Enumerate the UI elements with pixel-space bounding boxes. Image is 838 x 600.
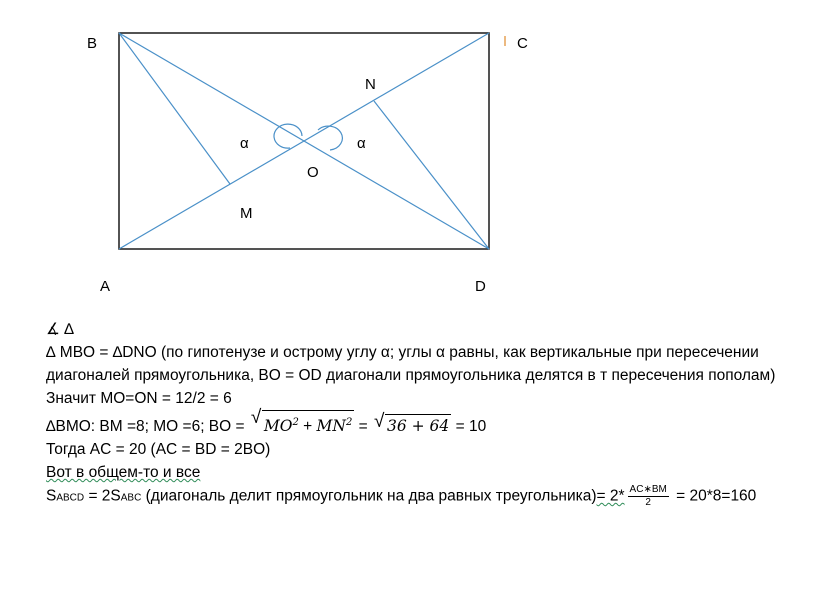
fraction: $\frac{AC∗BM}{2}$ [629,484,667,509]
sqrt-expression-2: √ 36 + 64 [374,414,451,438]
label-point-a: A [100,278,111,295]
label-angle-left: α [240,135,249,152]
line4-eq: = [354,418,372,436]
angle-arc-right [318,126,342,150]
sqrt-expression-1: √ $MO^2 + MN^2$ [251,410,354,438]
line4-prefix: ∆BMO: BM =8; MO =6; BO = [46,418,245,436]
solution-line-5: Тогда AC = 20 (AC = BD = 2BO) [46,441,271,459]
solution-line-4 [46,410,826,438]
solution-line-2: ∆ MBO = ∆DNO (по гипотенузе и острому углу α; углы α равны, как вертикальные при пересечении диагоналей прямоугольника, BO = OD диагонали прямоугольника делятся в т пересечения пополам) [46,344,776,384]
solution-text [46,318,826,510]
label-point-d: D [475,278,486,295]
label-point-n: N [365,76,376,93]
label-point-c: C [517,35,528,52]
segment-bm [119,33,230,184]
solution-line-1: ∡ ∆ [46,321,74,338]
label-angle-right: α [357,135,366,152]
solution-line-6: Вот в общем-то и все [46,464,201,482]
solution-line-3: Значит MO=ON = 12/2 = 6 [46,390,232,407]
segment-dn [374,101,489,249]
label-point-b: B [87,35,98,52]
line4-result: = 10 [451,418,487,436]
label-point-m: M [240,205,253,222]
label-point-o: O [307,164,319,181]
solution-line-7: SABCD = 2SABC (диагональ делит прямоугольник на два равных треугольника)= 2* $\frac{AC∗BM}{2}$ = 20*8=160 [46,484,757,509]
